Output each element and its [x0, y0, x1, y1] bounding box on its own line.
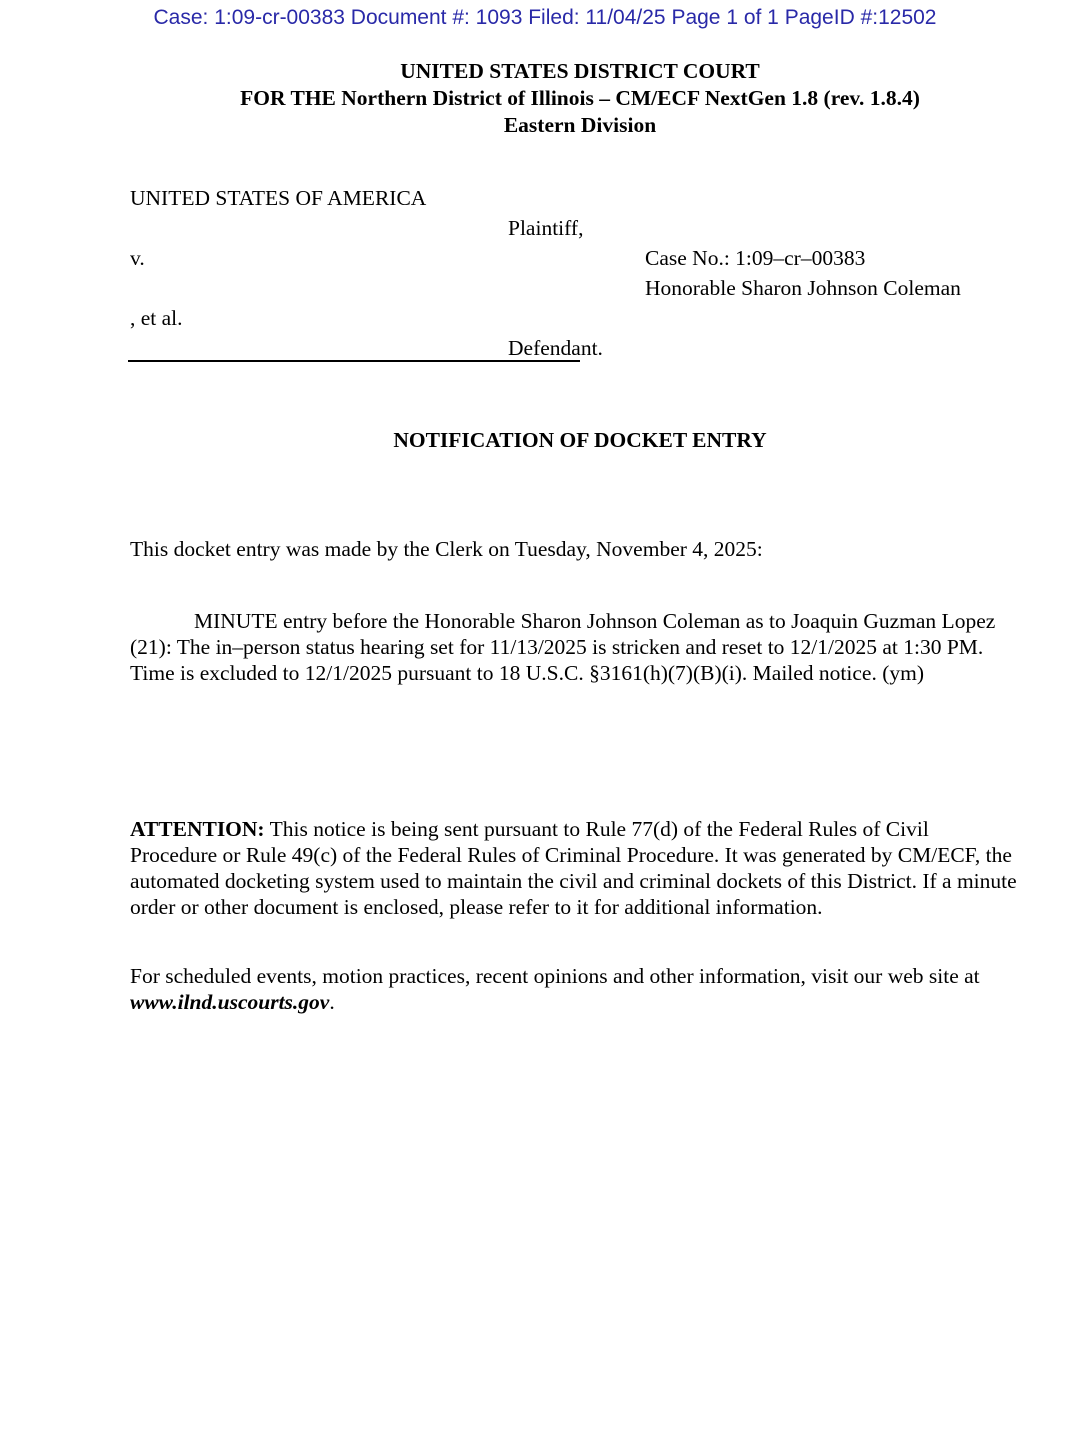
judge-name: Honorable Sharon Johnson Coleman: [645, 276, 961, 300]
attention-paragraph: [130, 816, 1020, 920]
footer-text: For scheduled events, motion practices, recent opinions and other information, visit our web site at: [130, 964, 980, 988]
court-website-url: www.ilnd.uscourts.gov: [130, 990, 330, 1014]
minute-entry-paragraph: MINUTE entry before the Honorable Sharon Johnson Coleman as to Joaquin Guzman Lopez (21): The in–person status hearing set for 11/13/2025 is stricken and reset to 12/1/2025 at 1:30 PM. Time is excluded to 12/1/2025 pursuant to 18 U.S.C. §3161(h)(7)(B)(i). Mailed notice. (ym): [130, 609, 996, 685]
footer-period: .: [329, 990, 335, 1014]
attention-body: This notice is being sent pursuant to Rule 77(d) of the Federal Rules of Civil Procedure or Rule 49(c) of the Federal Rules of Criminal Procedure. It was generated by CM/ECF, the automated docketing system used to maintain the civil and criminal dockets of this District. If a minute order or other document is enclosed, please refer to it for additional information.: [130, 817, 1017, 919]
plaintiff-name: UNITED STATES OF AMERICA: [130, 186, 427, 210]
court-division: Eastern Division: [503, 113, 657, 137]
court-header: [130, 58, 1030, 139]
versus: v.: [130, 246, 145, 270]
case-caption: [130, 183, 1030, 363]
attention-label: ATTENTION:: [130, 817, 265, 841]
clerk-entry-line: This docket entry was made by the Clerk on Tuesday, November 4, 2025:: [130, 537, 763, 561]
case-info: [645, 243, 961, 303]
case-number: Case No.: 1:09–cr–00383: [645, 246, 866, 270]
court-district: FOR THE Northern District of Illinois – CM/ECF NextGen 1.8 (rev. 1.8.4): [240, 86, 920, 110]
court-name: UNITED STATES DISTRICT COURT: [400, 59, 760, 83]
document-title: NOTIFICATION OF DOCKET ENTRY: [393, 428, 767, 452]
defendant-name: , et al.: [130, 306, 183, 330]
case-stamp: Case: 1:09-cr-00383 Document #: 1093 Filed: 11/04/25 Page 1 of 1 PageID #:12502: [153, 6, 937, 29]
footer-paragraph: [130, 963, 1020, 1015]
caption-rule: [128, 360, 580, 362]
plaintiff-label: Plaintiff,: [508, 216, 584, 240]
defendant-label: Defendant.: [508, 336, 603, 360]
